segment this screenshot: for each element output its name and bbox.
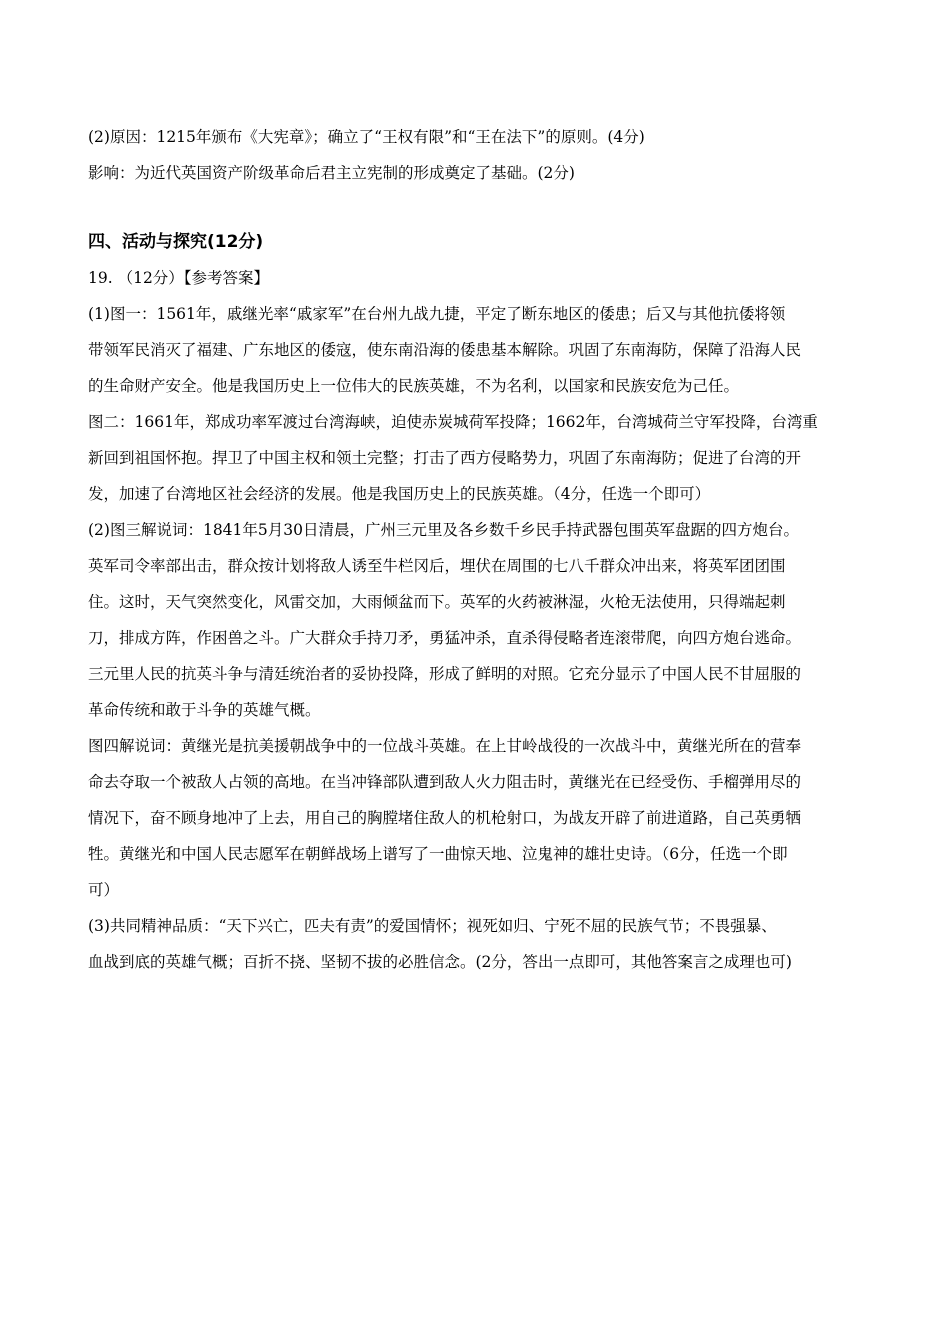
question-19-header: 19. （12分）【参考答案】 <box>88 269 270 287</box>
answer-line: 可） <box>88 881 120 899</box>
answer-line: (2)图三解说词：1841年5月30日清晨，广州三元里及各乡数千乡民手持武器包围英军盘踞的四方炮台。 <box>88 521 799 539</box>
section-heading: 四、活动与探究(12分) <box>88 232 264 252</box>
answer-line: 住。这时，天气突然变化，风雷交加，大雨倾盆而下。英军的火药被淋湿，火枪无法使用，只得端起刺 <box>88 593 786 611</box>
answer-line: 革命传统和敢于斗争的英雄气概。 <box>88 701 321 719</box>
answer-line: 图二：1661年，郑成功率军渡过台湾海峡，迫使赤炭城荷军投降；1662年，台湾城荷兰守军投降，台湾重 <box>88 413 818 431</box>
answer-line: 刀，排成方阵，作困兽之斗。广大群众手持刀矛，勇猛冲杀，直杀得侵略者连滚带爬，向四方炮台逃命。 <box>88 629 802 647</box>
answer-line: (1)图一：1561年，戚继光率“戚家军”在台州九战九捷，平定了断东地区的倭患；后又与其他抗倭将领 <box>88 305 786 323</box>
answer-line: 的生命财产安全。他是我国历史上一位伟大的民族英雄，不为名利，以国家和民族安危为己任。 <box>88 377 740 395</box>
answer-line: 带领军民消灭了福建、广东地区的倭寇，使东南沿海的倭患基本解除。巩固了东南海防，保障了沿海人民 <box>88 341 802 359</box>
answer-line: 英军司令率部出击，群众按计划将敌人诱至牛栏冈后，埋伏在周围的七八千群众冲出来，将英军团团围 <box>88 557 786 575</box>
answer-line: 新回到祖国怀抱。捍卫了中国主权和领土完整；打击了西方侵略势力，巩固了东南海防；促进了台湾的开 <box>88 449 802 467</box>
answer-line: 发，加速了台湾地区社会经济的发展。他是我国历史上的民族英雄。（4分，任选一个即可） <box>88 485 711 503</box>
answer-18-2-reason: (2)原因：1215年颁布《大宪章》；确立了“王权有限”和“王在法下”的原则。(4分) <box>88 128 645 146</box>
answer-line: 命去夺取一个被敌人占领的高地。在当冲锋部队遭到敌人火力阻击时，黄继光在已经受伤、手榴弹用尽的 <box>88 773 802 791</box>
answer-line: 三元里人民的抗英斗争与清廷统治者的妥协投降，形成了鲜明的对照。它充分显示了中国人民不甘屈服的 <box>88 665 802 683</box>
answer-line: 牲。黄继光和中国人民志愿军在朝鲜战场上谱写了一曲惊天地、泣鬼神的雄壮史诗。（6分，任选一个即 <box>88 845 788 863</box>
answer-18-2-impact: 影响：为近代英国资产阶级革命后君主立宪制的形成奠定了基础。(2分) <box>88 164 575 182</box>
answer-line: (3)共同精神品质：“天下兴亡，匹夫有责”的爱国情怀；视死如归、宁死不屈的民族气节；不畏强暴、 <box>88 917 777 935</box>
answer-line: 血战到底的英雄气概；百折不挠、坚韧不拔的必胜信念。(2分，答出一点即可，其他答案言之成理也可) <box>88 953 792 971</box>
answer-line: 情况下，奋不顾身地冲了上去，用自己的胸膛堵住敌人的机枪射口，为战友开辟了前进道路，自己英勇牺 <box>88 809 802 827</box>
answer-line: 图四解说词：黄继光是抗美援朝战争中的一位战斗英雄。在上甘岭战役的一次战斗中，黄继光所在的营奉 <box>88 737 802 755</box>
